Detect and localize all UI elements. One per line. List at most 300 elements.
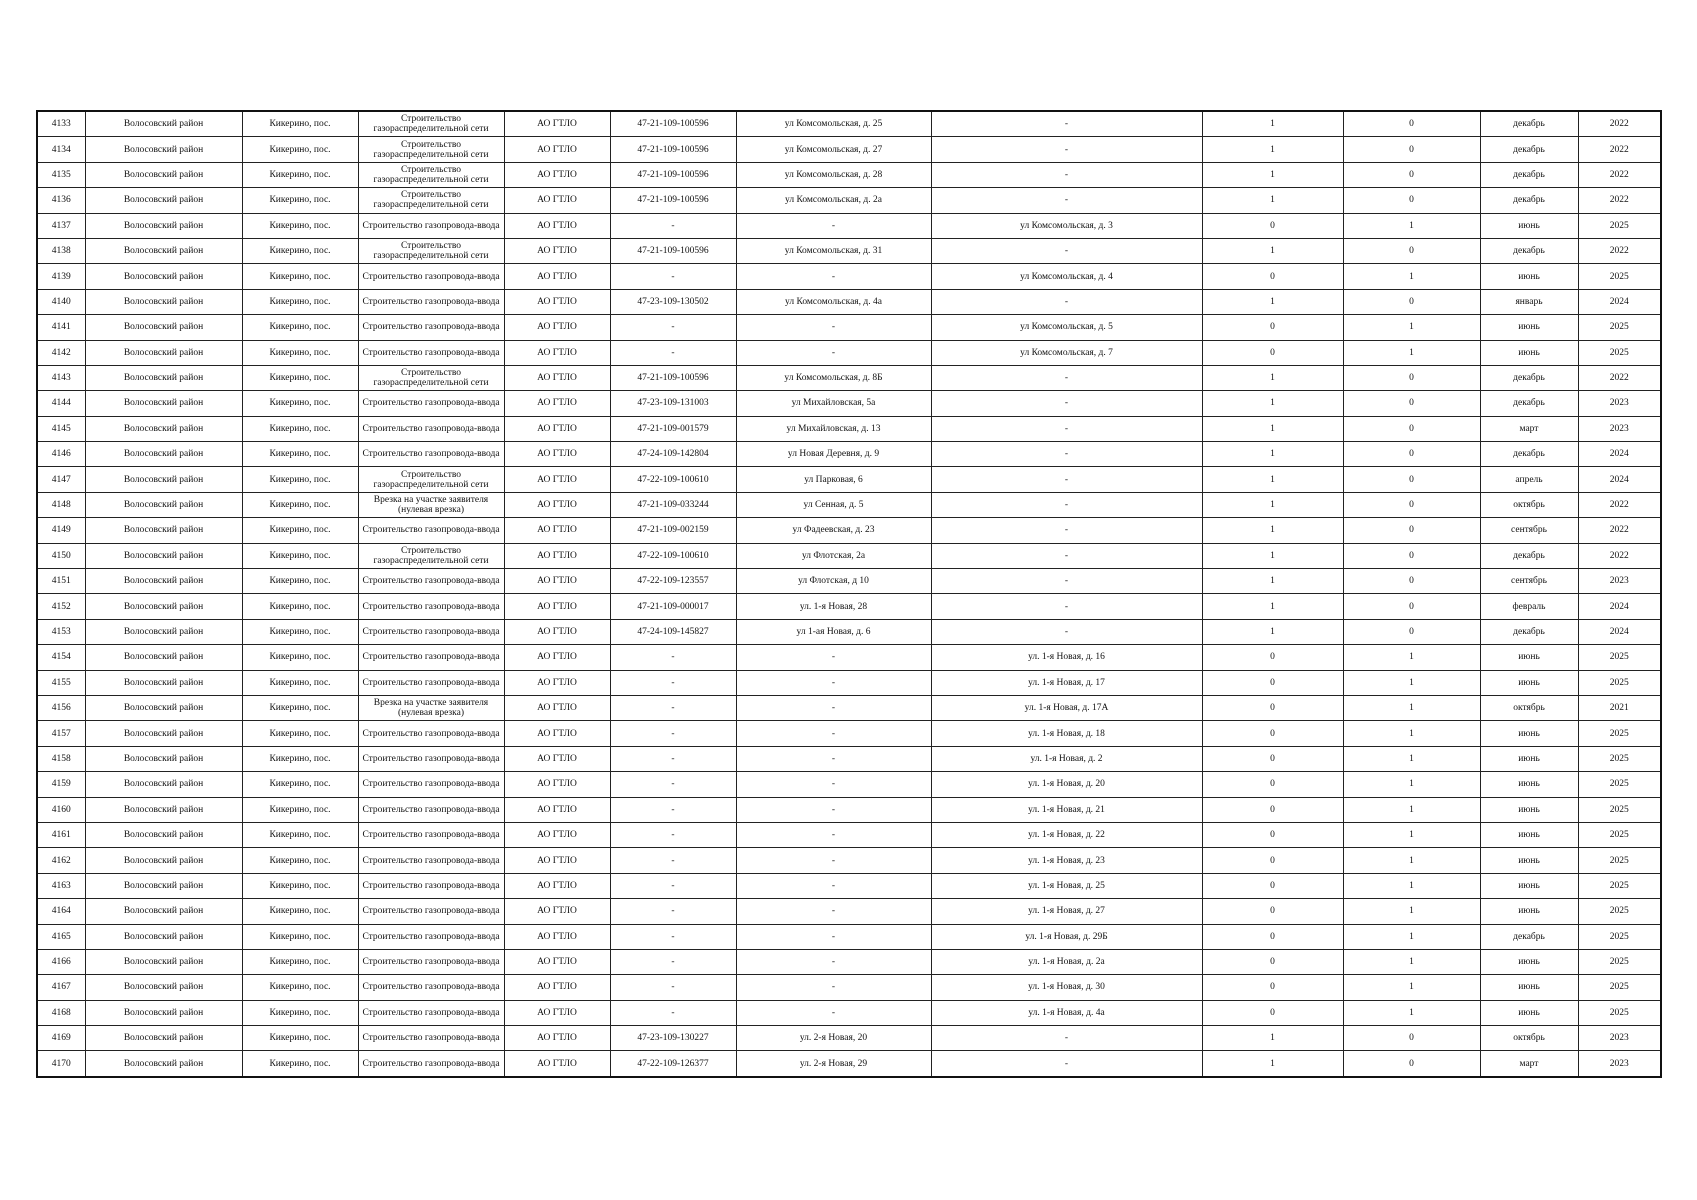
cell-district: Волосовский район: [85, 899, 242, 924]
table-row: [37, 746, 1661, 771]
cell-district: Волосовский район: [85, 442, 242, 467]
cell-district: Волосовский район: [85, 315, 242, 340]
cell-row-number: 4152: [37, 594, 85, 619]
table-row: [37, 1000, 1661, 1025]
cell-planned-address: ул. 1-я Новая, д. 4а: [931, 1000, 1202, 1025]
cell-settlement: Кикерино, пос.: [242, 746, 358, 771]
cell-count-b: 0: [1343, 111, 1480, 137]
cell-organization: АО ГТЛО: [504, 949, 610, 974]
cell-count-a: 0: [1202, 848, 1343, 873]
cell-work-type: Строительство газопровода-ввода: [358, 416, 504, 441]
cell-count-a: 0: [1202, 822, 1343, 847]
cell-application-number: 47-22-109-123557: [610, 569, 736, 594]
cell-planned-address: ул. 1-я Новая, д. 17А: [931, 695, 1202, 720]
cell-count-b: 1: [1343, 315, 1480, 340]
cell-settlement: Кикерино, пос.: [242, 822, 358, 847]
cell-year: 2022: [1578, 238, 1661, 263]
table-row: [37, 670, 1661, 695]
cell-application-number: -: [610, 1000, 736, 1025]
cell-planned-address: -: [931, 416, 1202, 441]
cell-application-number: 47-22-109-100610: [610, 543, 736, 568]
cell-work-type: Строительство газопровода-ввода: [358, 772, 504, 797]
table-row: [37, 1051, 1661, 1077]
cell-row-number: 4166: [37, 949, 85, 974]
cell-count-b: 0: [1343, 162, 1480, 187]
cell-organization: АО ГТЛО: [504, 822, 610, 847]
table-row: [37, 416, 1661, 441]
cell-row-number: 4134: [37, 137, 85, 162]
table-row: [37, 645, 1661, 670]
cell-settlement: Кикерино, пос.: [242, 416, 358, 441]
cell-count-b: 1: [1343, 1000, 1480, 1025]
cell-planned-address: ул Комсомольская, д. 7: [931, 340, 1202, 365]
cell-count-b: 0: [1343, 137, 1480, 162]
cell-year: 2022: [1578, 188, 1661, 213]
cell-count-a: 1: [1202, 137, 1343, 162]
cell-month: июнь: [1480, 975, 1578, 1000]
cell-settlement: Кикерино, пос.: [242, 670, 358, 695]
cell-count-b: 1: [1343, 772, 1480, 797]
cell-count-b: 0: [1343, 1026, 1480, 1051]
cell-settlement: Кикерино, пос.: [242, 721, 358, 746]
cell-organization: АО ГТЛО: [504, 1026, 610, 1051]
cell-row-number: 4167: [37, 975, 85, 1000]
cell-organization: АО ГТЛО: [504, 645, 610, 670]
table-row: [37, 721, 1661, 746]
table-row: [37, 213, 1661, 238]
cell-organization: АО ГТЛО: [504, 1000, 610, 1025]
cell-month: июнь: [1480, 772, 1578, 797]
table-row: [37, 391, 1661, 416]
cell-application-number: 47-21-109-100596: [610, 365, 736, 390]
cell-work-type: Строительство газораспределительной сети: [358, 467, 504, 492]
cell-row-number: 4158: [37, 746, 85, 771]
cell-address: -: [736, 670, 931, 695]
cell-district: Волосовский район: [85, 518, 242, 543]
table-row: [37, 797, 1661, 822]
cell-count-a: 0: [1202, 315, 1343, 340]
cell-application-number: -: [610, 899, 736, 924]
cell-year: 2025: [1578, 213, 1661, 238]
cell-organization: АО ГТЛО: [504, 772, 610, 797]
cell-count-a: 1: [1202, 518, 1343, 543]
cell-organization: АО ГТЛО: [504, 543, 610, 568]
cell-year: 2025: [1578, 924, 1661, 949]
cell-year: 2025: [1578, 949, 1661, 974]
cell-settlement: Кикерино, пос.: [242, 645, 358, 670]
cell-month: июнь: [1480, 721, 1578, 746]
cell-planned-address: -: [931, 543, 1202, 568]
cell-address: ул Комсомольская, д. 31: [736, 238, 931, 263]
cell-application-number: -: [610, 772, 736, 797]
cell-planned-address: ул. 1-я Новая, д. 25: [931, 873, 1202, 898]
cell-organization: АО ГТЛО: [504, 188, 610, 213]
cell-address: ул Сенная, д. 5: [736, 492, 931, 517]
table-row: [37, 365, 1661, 390]
cell-planned-address: -: [931, 518, 1202, 543]
cell-application-number: 47-23-109-130502: [610, 289, 736, 314]
cell-district: Волосовский район: [85, 619, 242, 644]
cell-organization: АО ГТЛО: [504, 162, 610, 187]
cell-count-b: 1: [1343, 848, 1480, 873]
cell-year: 2025: [1578, 1000, 1661, 1025]
cell-planned-address: ул. 1-я Новая, д. 21: [931, 797, 1202, 822]
cell-work-type: Врезка на участке заявителя (нулевая врезка): [358, 695, 504, 720]
cell-count-b: 0: [1343, 442, 1480, 467]
cell-count-b: 1: [1343, 949, 1480, 974]
cell-organization: АО ГТЛО: [504, 899, 610, 924]
cell-year: 2022: [1578, 518, 1661, 543]
table-row: [37, 188, 1661, 213]
cell-settlement: Кикерино, пос.: [242, 924, 358, 949]
cell-month: июнь: [1480, 899, 1578, 924]
cell-year: 2022: [1578, 492, 1661, 517]
table-row: [37, 695, 1661, 720]
cell-year: 2024: [1578, 289, 1661, 314]
cell-month: июнь: [1480, 213, 1578, 238]
cell-address: ул Михайловская, д. 13: [736, 416, 931, 441]
cell-district: Волосовский район: [85, 924, 242, 949]
cell-planned-address: ул. 1-я Новая, д. 2: [931, 746, 1202, 771]
cell-settlement: Кикерино, пос.: [242, 772, 358, 797]
cell-count-b: 1: [1343, 873, 1480, 898]
cell-district: Волосовский район: [85, 111, 242, 137]
cell-settlement: Кикерино, пос.: [242, 442, 358, 467]
cell-address: ул Комсомольская, д. 2а: [736, 188, 931, 213]
cell-planned-address: -: [931, 442, 1202, 467]
cell-organization: АО ГТЛО: [504, 848, 610, 873]
cell-district: Волосовский район: [85, 238, 242, 263]
cell-organization: АО ГТЛО: [504, 873, 610, 898]
cell-row-number: 4169: [37, 1026, 85, 1051]
cell-work-type: Строительство газопровода-ввода: [358, 315, 504, 340]
cell-settlement: Кикерино, пос.: [242, 873, 358, 898]
cell-application-number: -: [610, 924, 736, 949]
cell-year: 2021: [1578, 695, 1661, 720]
cell-planned-address: -: [931, 619, 1202, 644]
cell-count-b: 1: [1343, 924, 1480, 949]
cell-application-number: -: [610, 746, 736, 771]
cell-application-number: 47-21-109-100596: [610, 188, 736, 213]
cell-settlement: Кикерино, пос.: [242, 1026, 358, 1051]
cell-year: 2022: [1578, 365, 1661, 390]
cell-settlement: Кикерино, пос.: [242, 975, 358, 1000]
cell-work-type: Строительство газопровода-ввода: [358, 289, 504, 314]
cell-year: 2025: [1578, 645, 1661, 670]
table-row: [37, 822, 1661, 847]
cell-row-number: 4150: [37, 543, 85, 568]
cell-planned-address: -: [931, 594, 1202, 619]
cell-month: июнь: [1480, 873, 1578, 898]
cell-month: июнь: [1480, 797, 1578, 822]
cell-count-a: 0: [1202, 772, 1343, 797]
cell-application-number: -: [610, 340, 736, 365]
cell-district: Волосовский район: [85, 340, 242, 365]
cell-address: -: [736, 695, 931, 720]
cell-work-type: Строительство газопровода-ввода: [358, 264, 504, 289]
cell-address: -: [736, 315, 931, 340]
data-table: [36, 110, 1662, 1078]
cell-planned-address: -: [931, 289, 1202, 314]
cell-month: декабрь: [1480, 238, 1578, 263]
cell-count-b: 0: [1343, 594, 1480, 619]
cell-district: Волосовский район: [85, 543, 242, 568]
cell-count-b: 1: [1343, 822, 1480, 847]
cell-district: Волосовский район: [85, 949, 242, 974]
cell-count-a: 1: [1202, 467, 1343, 492]
cell-settlement: Кикерино, пос.: [242, 949, 358, 974]
cell-month: март: [1480, 416, 1578, 441]
cell-count-a: 0: [1202, 1000, 1343, 1025]
cell-work-type: Строительство газопровода-ввода: [358, 924, 504, 949]
cell-address: -: [736, 721, 931, 746]
cell-application-number: 47-21-109-100596: [610, 238, 736, 263]
cell-row-number: 4144: [37, 391, 85, 416]
table-row: [37, 467, 1661, 492]
cell-count-a: 0: [1202, 695, 1343, 720]
cell-work-type: Строительство газопровода-ввода: [358, 645, 504, 670]
cell-address: ул Михайловская, 5а: [736, 391, 931, 416]
cell-count-a: 1: [1202, 289, 1343, 314]
cell-row-number: 4147: [37, 467, 85, 492]
cell-month: декабрь: [1480, 188, 1578, 213]
table-row: [37, 772, 1661, 797]
cell-application-number: -: [610, 975, 736, 1000]
cell-year: 2024: [1578, 619, 1661, 644]
cell-district: Волосовский район: [85, 873, 242, 898]
cell-address: -: [736, 949, 931, 974]
cell-row-number: 4138: [37, 238, 85, 263]
cell-count-a: 0: [1202, 721, 1343, 746]
table-row: [37, 289, 1661, 314]
cell-address: ул Комсомольская, д. 8Б: [736, 365, 931, 390]
cell-settlement: Кикерино, пос.: [242, 264, 358, 289]
cell-organization: АО ГТЛО: [504, 238, 610, 263]
cell-planned-address: -: [931, 391, 1202, 416]
cell-district: Волосовский район: [85, 695, 242, 720]
cell-month: октябрь: [1480, 492, 1578, 517]
cell-work-type: Строительство газораспределительной сети: [358, 188, 504, 213]
table-row: [37, 543, 1661, 568]
cell-month: июнь: [1480, 848, 1578, 873]
cell-organization: АО ГТЛО: [504, 746, 610, 771]
cell-month: июнь: [1480, 340, 1578, 365]
cell-address: -: [736, 975, 931, 1000]
cell-application-number: -: [610, 695, 736, 720]
cell-address: -: [736, 822, 931, 847]
cell-organization: АО ГТЛО: [504, 391, 610, 416]
cell-count-b: 0: [1343, 569, 1480, 594]
cell-work-type: Строительство газопровода-ввода: [358, 797, 504, 822]
cell-address: -: [736, 213, 931, 238]
cell-settlement: Кикерино, пос.: [242, 848, 358, 873]
cell-count-a: 1: [1202, 543, 1343, 568]
cell-count-b: 0: [1343, 518, 1480, 543]
cell-address: -: [736, 645, 931, 670]
cell-work-type: Врезка на участке заявителя (нулевая врезка): [358, 492, 504, 517]
cell-count-a: 1: [1202, 416, 1343, 441]
cell-organization: АО ГТЛО: [504, 264, 610, 289]
cell-year: 2023: [1578, 1051, 1661, 1077]
table-row: [37, 340, 1661, 365]
cell-count-a: 1: [1202, 111, 1343, 137]
cell-count-b: 1: [1343, 695, 1480, 720]
cell-work-type: Строительство газораспределительной сети: [358, 543, 504, 568]
cell-application-number: -: [610, 949, 736, 974]
cell-address: -: [736, 264, 931, 289]
cell-count-a: 1: [1202, 569, 1343, 594]
cell-year: 2023: [1578, 1026, 1661, 1051]
cell-work-type: Строительство газопровода-ввода: [358, 822, 504, 847]
cell-application-number: -: [610, 822, 736, 847]
cell-count-b: 0: [1343, 1051, 1480, 1077]
cell-application-number: 47-24-109-142804: [610, 442, 736, 467]
cell-district: Волосовский район: [85, 975, 242, 1000]
cell-work-type: Строительство газопровода-ввода: [358, 1000, 504, 1025]
cell-row-number: 4154: [37, 645, 85, 670]
cell-district: Волосовский район: [85, 594, 242, 619]
cell-count-a: 1: [1202, 442, 1343, 467]
cell-settlement: Кикерино, пос.: [242, 518, 358, 543]
cell-district: Волосовский район: [85, 162, 242, 187]
cell-month: октябрь: [1480, 695, 1578, 720]
cell-settlement: Кикерино, пос.: [242, 111, 358, 137]
cell-settlement: Кикерино, пос.: [242, 619, 358, 644]
cell-organization: АО ГТЛО: [504, 416, 610, 441]
cell-organization: АО ГТЛО: [504, 670, 610, 695]
table-row: [37, 924, 1661, 949]
cell-count-a: 1: [1202, 365, 1343, 390]
table-row: [37, 238, 1661, 263]
cell-month: март: [1480, 1051, 1578, 1077]
cell-address: -: [736, 1000, 931, 1025]
cell-row-number: 4136: [37, 188, 85, 213]
cell-month: июнь: [1480, 315, 1578, 340]
table-row: [37, 594, 1661, 619]
cell-row-number: 4160: [37, 797, 85, 822]
cell-month: июнь: [1480, 264, 1578, 289]
cell-organization: АО ГТЛО: [504, 695, 610, 720]
cell-month: декабрь: [1480, 111, 1578, 137]
cell-application-number: 47-24-109-145827: [610, 619, 736, 644]
cell-district: Волосовский район: [85, 569, 242, 594]
cell-planned-address: ул. 1-я Новая, д. 30: [931, 975, 1202, 1000]
cell-count-a: 0: [1202, 746, 1343, 771]
cell-application-number: 47-23-109-131003: [610, 391, 736, 416]
table-row: [37, 975, 1661, 1000]
cell-work-type: Строительство газопровода-ввода: [358, 848, 504, 873]
cell-row-number: 4168: [37, 1000, 85, 1025]
cell-count-a: 1: [1202, 1026, 1343, 1051]
cell-organization: АО ГТЛО: [504, 1051, 610, 1077]
cell-work-type: Строительство газопровода-ввода: [358, 721, 504, 746]
cell-count-a: 1: [1202, 238, 1343, 263]
table-body: [37, 111, 1661, 1077]
cell-month: июнь: [1480, 949, 1578, 974]
cell-settlement: Кикерино, пос.: [242, 594, 358, 619]
cell-count-a: 0: [1202, 213, 1343, 238]
cell-work-type: Строительство газопровода-ввода: [358, 746, 504, 771]
cell-settlement: Кикерино, пос.: [242, 695, 358, 720]
cell-district: Волосовский район: [85, 822, 242, 847]
cell-row-number: 4170: [37, 1051, 85, 1077]
cell-district: Волосовский район: [85, 213, 242, 238]
cell-work-type: Строительство газопровода-ввода: [358, 670, 504, 695]
cell-count-a: 0: [1202, 975, 1343, 1000]
cell-year: 2025: [1578, 772, 1661, 797]
cell-district: Волосовский район: [85, 264, 242, 289]
cell-district: Волосовский район: [85, 797, 242, 822]
cell-organization: АО ГТЛО: [504, 518, 610, 543]
cell-year: 2023: [1578, 569, 1661, 594]
cell-work-type: Строительство газораспределительной сети: [358, 111, 504, 137]
table-row: [37, 137, 1661, 162]
table-row: [37, 1026, 1661, 1051]
cell-organization: АО ГТЛО: [504, 340, 610, 365]
cell-count-b: 1: [1343, 899, 1480, 924]
cell-year: 2022: [1578, 111, 1661, 137]
cell-row-number: 4140: [37, 289, 85, 314]
cell-count-a: 0: [1202, 899, 1343, 924]
cell-district: Волосовский район: [85, 670, 242, 695]
cell-address: ул. 2-я Новая, 29: [736, 1051, 931, 1077]
cell-settlement: Кикерино, пос.: [242, 467, 358, 492]
table-row: [37, 569, 1661, 594]
cell-work-type: Строительство газопровода-ввода: [358, 594, 504, 619]
cell-district: Волосовский район: [85, 188, 242, 213]
cell-month: декабрь: [1480, 162, 1578, 187]
cell-organization: АО ГТЛО: [504, 619, 610, 644]
cell-district: Волосовский район: [85, 772, 242, 797]
cell-month: октябрь: [1480, 1026, 1578, 1051]
cell-year: 2024: [1578, 594, 1661, 619]
cell-month: январь: [1480, 289, 1578, 314]
cell-application-number: -: [610, 797, 736, 822]
cell-address: -: [736, 899, 931, 924]
cell-planned-address: -: [931, 238, 1202, 263]
cell-row-number: 4155: [37, 670, 85, 695]
cell-month: сентябрь: [1480, 518, 1578, 543]
cell-year: 2025: [1578, 848, 1661, 873]
cell-planned-address: -: [931, 111, 1202, 137]
cell-settlement: Кикерино, пос.: [242, 162, 358, 187]
cell-planned-address: -: [931, 162, 1202, 187]
cell-row-number: 4148: [37, 492, 85, 517]
cell-organization: АО ГТЛО: [504, 289, 610, 314]
cell-settlement: Кикерино, пос.: [242, 1051, 358, 1077]
cell-settlement: Кикерино, пос.: [242, 797, 358, 822]
cell-application-number: -: [610, 721, 736, 746]
cell-organization: АО ГТЛО: [504, 111, 610, 137]
cell-count-b: 1: [1343, 797, 1480, 822]
cell-planned-address: ул. 1-я Новая, д. 29Б: [931, 924, 1202, 949]
cell-month: апрель: [1480, 467, 1578, 492]
cell-count-b: 1: [1343, 264, 1480, 289]
cell-settlement: Кикерино, пос.: [242, 340, 358, 365]
cell-application-number: 47-21-109-002159: [610, 518, 736, 543]
cell-district: Волосовский район: [85, 848, 242, 873]
cell-district: Волосовский район: [85, 289, 242, 314]
cell-planned-address: ул Комсомольская, д. 5: [931, 315, 1202, 340]
cell-planned-address: -: [931, 137, 1202, 162]
cell-organization: АО ГТЛО: [504, 975, 610, 1000]
cell-row-number: 4165: [37, 924, 85, 949]
cell-work-type: Строительство газопровода-ввода: [358, 391, 504, 416]
cell-organization: АО ГТЛО: [504, 924, 610, 949]
cell-row-number: 4157: [37, 721, 85, 746]
cell-application-number: 47-21-109-001579: [610, 416, 736, 441]
cell-count-b: 0: [1343, 543, 1480, 568]
